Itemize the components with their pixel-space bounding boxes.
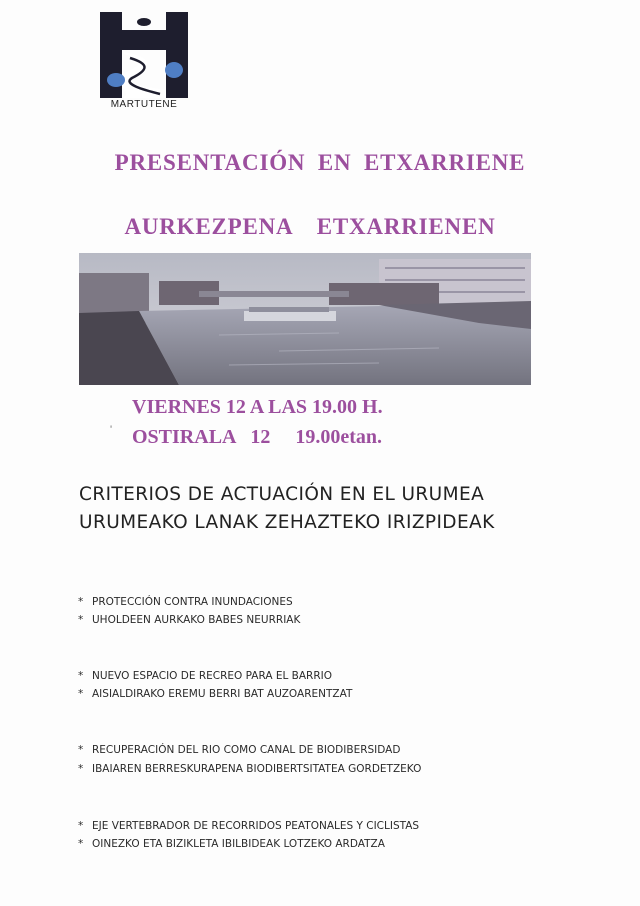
schedule-spanish: VIERNES 12 A LAS 19.00 H. [132, 396, 383, 418]
river-logo-icon [96, 8, 192, 112]
heading-basque: AURKEZPENA ETXARRIENEN [124, 214, 496, 239]
list-item: * NUEVO ESPACIO DE RECREO PARA EL BARRIO [78, 670, 333, 682]
list-item: * EJE VERTEBRADOR DE RECORRIDOS PEATONALES Y CICLISTAS [78, 820, 420, 832]
schedule-basque: OSTIRALA 12 19.00etan. [132, 426, 383, 448]
list-item: * RECUPERACIÓN DEL RIO COMO CANAL DE BIODIBERSIDAD [78, 744, 401, 756]
criteria-spanish: CRITERIOS DE ACTUACIÓN EN EL URUMEA [79, 484, 485, 505]
list-item: * PROTECCIÓN CONTRA INUNDACIONES [78, 596, 293, 608]
list-item: * OINEZKO ETA BIZIKLETA IBILBIDEAK LOTZEKO ARDATZA [78, 838, 385, 850]
heading-spanish: PRESENTACIÓN EN ETXARRIENE [114, 150, 526, 175]
logo-wordmark: MARTUTENE [110, 99, 178, 110]
river-city-photo [79, 253, 531, 385]
scan-mark: ' [110, 424, 113, 436]
criteria-basque: URUMEAKO LANAK ZEHAZTEKO IRIZPIDEAK [79, 512, 495, 533]
list-item: * AISIALDIRAKO EREMU BERRI BAT AUZOARENTZAT [78, 688, 353, 700]
list-item: * UHOLDEEN AURKAKO BABES NEURRIAK [78, 614, 301, 626]
list-item: * IBAIAREN BERRESKURAPENA BIODIBERTSITATEA GORDETZEKO [78, 763, 422, 775]
